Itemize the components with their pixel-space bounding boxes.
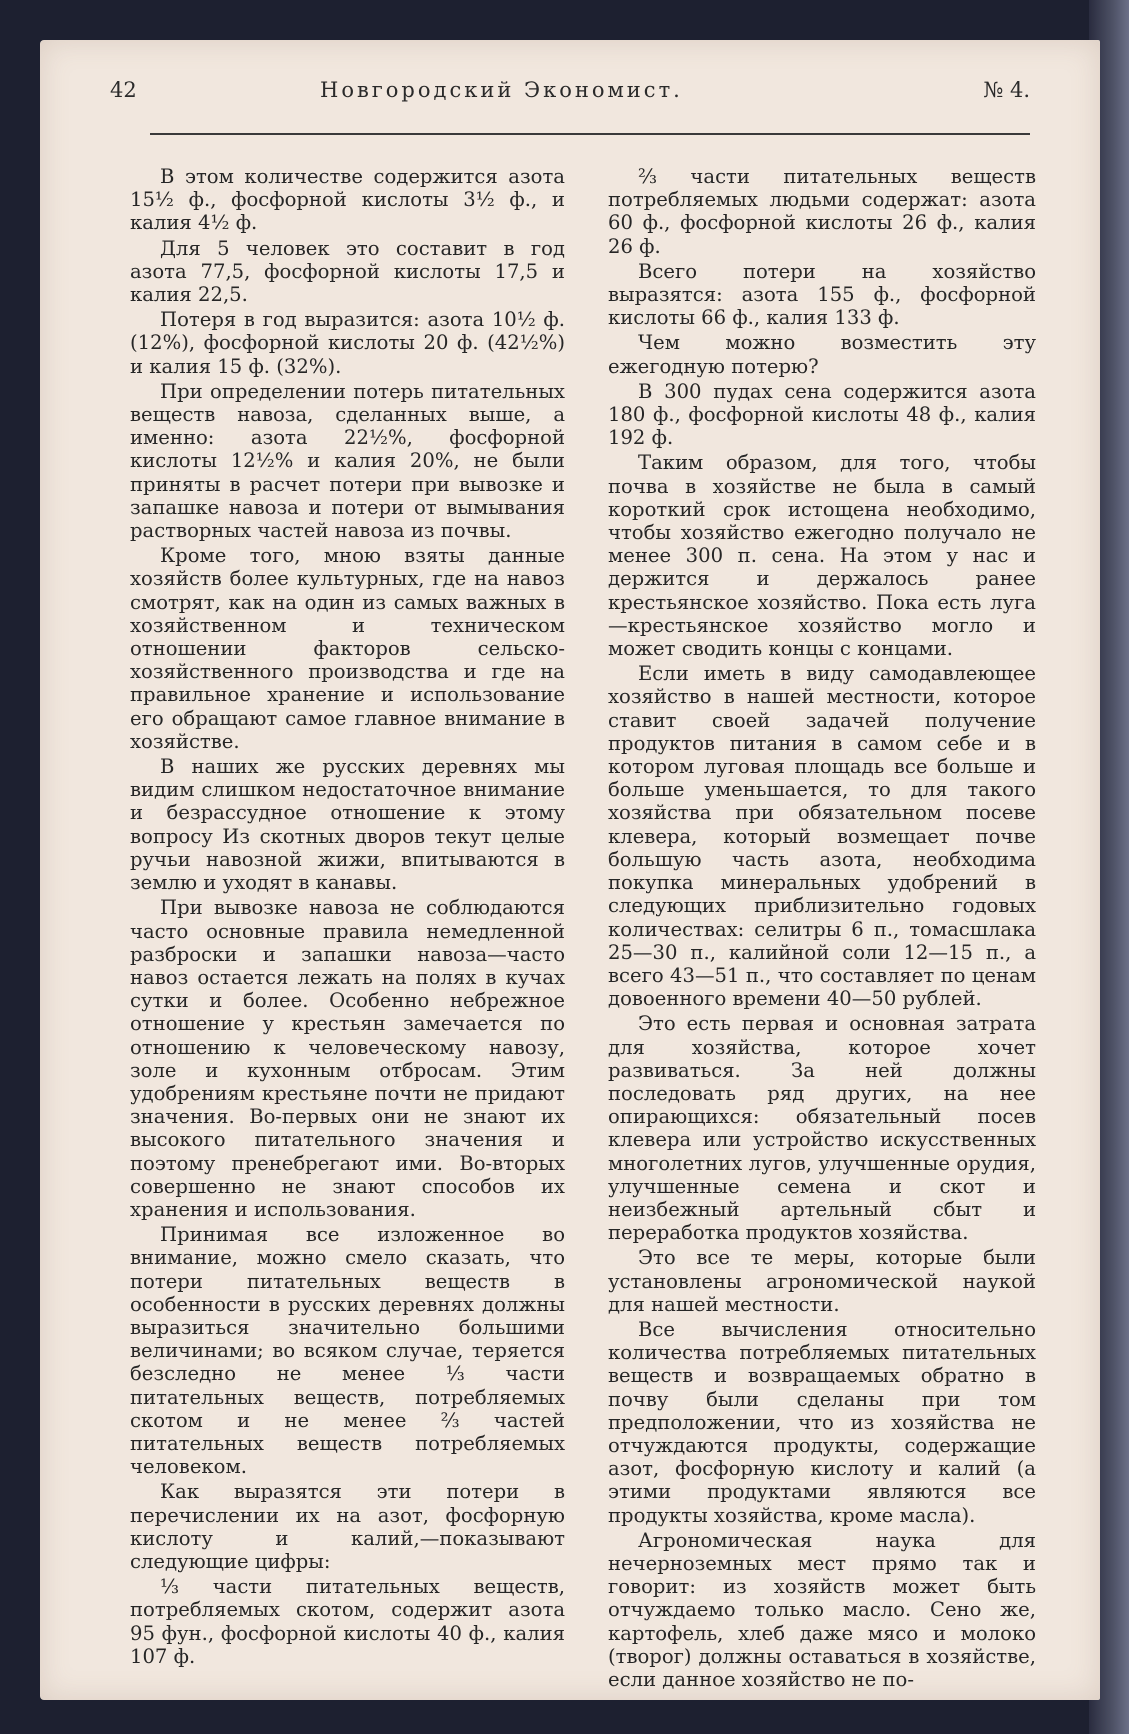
left-column — [130, 165, 565, 1668]
paragraph: ⅓ части питательных веществ, потребляемых скотом, содержит азота 95 фун., фосфорной кислоты 40 ф., калия 107 ф. — [130, 1575, 565, 1668]
paragraph: Агрономическая наука для нечерноземных мест прямо так и говорит: из хозяйств может быть отчуждаемо только масло. Сено же, картофель, хлеб даже мясо и молоко (творог) должны оставаться в хозяйстве, если данное хозяйство не по- — [608, 1528, 1036, 1691]
paragraph: Чем можно возместить эту ежегодную потерю? — [608, 331, 1036, 378]
header-rule — [150, 133, 1030, 135]
paragraph: При определении потерь питательных веществ навоза, сделанных выше, а именно: азота 22½%, фосфорной кислоты 12½% и калия 20%, не были приняты в расчет потери при вывозке и запашке навоза и потери от вымывания растворных частей навоза из почвы. — [130, 379, 565, 543]
running-header — [110, 70, 1030, 114]
paragraph: При вывозке навоза не соблюдаются часто основные правила немедленной разброски и запашки навоза—часто навоз остается лежать на полях в кучах сутки и более. Особенно небрежное отношение у крестьян замечается по отношению к человеческому навозу, золе и кухонным отбросам. Этим удобрениям крестьяне почти не придают значения. Во-первых они не знают их высокого питательного значения и поэтому пренебрегают ими. Во-вторых совершенно не знают способов их хранения и использования. — [130, 896, 565, 1221]
paragraph: Если иметь в виду самодавлеющее хозяйство в нашей местности, которое ставит своей задачей получение продуктов питания в самом себе и в котором луговая площадь все больше и больше уменьшается, то для такого хозяйства при обязательном посеве клевера, который возмещает почве большую часть азота, необходима покупка минеральных удобрений в следующих приблизительно годовых количествах: селитры 6 п., томасшлака 25—30 п., калийной соли 12—15 п., а всего 43—51 п., что составляет по ценам довоенного времени 40—50 рублей. — [608, 662, 1036, 1011]
paragraph: Кроме того, мною взяты данные хозяйств более культурных, где на навоз смотрят, как на один из самых важных в хозяйственном и техническом отношении факторов сельско-хозяйственного производства и где на правильное хранение и использование его обращают самое главное внимание в хозяйстве. — [130, 544, 565, 753]
paragraph: Таким образом, для того, чтобы почва в хозяйстве не была в самый короткий срок истощена необходимо, чтобы хозяйство ежегодно получало не менее 300 п. сена. На этом у нас и держится и держалось ранее крестьянское хозяйство. Пока есть луга—крестьянское хозяйство могло и может сводить концы с концами. — [608, 451, 1036, 661]
paragraph: В наших же русских деревнях мы видим слишком недостаточное внимание и безрассудное отношение к этому вопросу Из скотных дворов текут целые ручьи навозной жижи, впитываются в землю и уходят в канавы. — [130, 755, 565, 895]
issue-number: № 4. — [983, 78, 1030, 102]
right-column — [608, 165, 1036, 1691]
paragraph: Для 5 человек это составит в год азота 77,5, фосфорной кислоты 17,5 и калия 22,5. — [130, 236, 565, 307]
paragraph: ⅔ части питательных веществ потребляемых людьми содержат: азота 60 ф., фосфорной кислоты 26 ф., калия 26 ф. — [608, 165, 1036, 258]
paragraph: Как выразятся эти потери в перечислении их на азот, фосфорную кислоту и калий,—показывают следующие цифры: — [130, 1480, 565, 1573]
paragraph: Это есть первая и основная затрата для хозяйства, которое хочет развиваться. За ней должны последовать ряд других, на нее опирающихся: обязательный посев клевера или устройство искусственных многолетних лугов, улучшенные орудия, улучшенные семена и скот и неизбежный артельный сбыт и переработка продуктов хозяйства. — [608, 1012, 1036, 1245]
paragraph: Принимая все изложенное во внимание, можно смело сказать, что потери питательных веществ в особенности в русских деревнях должны выразиться значительно большими величинами; во всяком случае, теряется безследно не менее ⅓ части питательных веществ, потребляемых скотом и не менее ⅔ частей питательных веществ потребляемых человеком. — [130, 1223, 565, 1479]
paragraph: Это все те меры, которые были установлены агрономической наукой для нашей местности. — [608, 1246, 1036, 1316]
paragraph: В 300 пудах сена содержится азота 180 ф., фосфорной кислоты 48 ф., калия 192 ф. — [608, 379, 1036, 450]
journal-title: Новгородский Экономист. — [320, 78, 683, 102]
paragraph: Все вычисления относительно количества потребляемых питательных веществ и возвращаемых обратно в почву были сделаны при том предположении, что из хозяйства не отчуждаются продукты, содержащие азот, фосфорную кислоту и калий (а этими продуктами являются все продукты хозяйства, кроме масла). — [608, 1317, 1036, 1527]
paragraph: Всего потери на хозяйство выразятся: азота 155 ф., фосфорной кислоты 66 ф., калия 133 ф. — [608, 259, 1036, 330]
paragraph: Потеря в год выразится: азота 10½ ф. (12%), фосфорной кислоты 20 ф. (42½%) и калия 15 ф. (32%). — [130, 308, 565, 378]
paragraph: В этом количестве содержится азота 15½ ф., фосфорной кислоты 3½ ф., и калия 4½ ф. — [130, 165, 565, 235]
page-number: 42 — [110, 78, 137, 102]
